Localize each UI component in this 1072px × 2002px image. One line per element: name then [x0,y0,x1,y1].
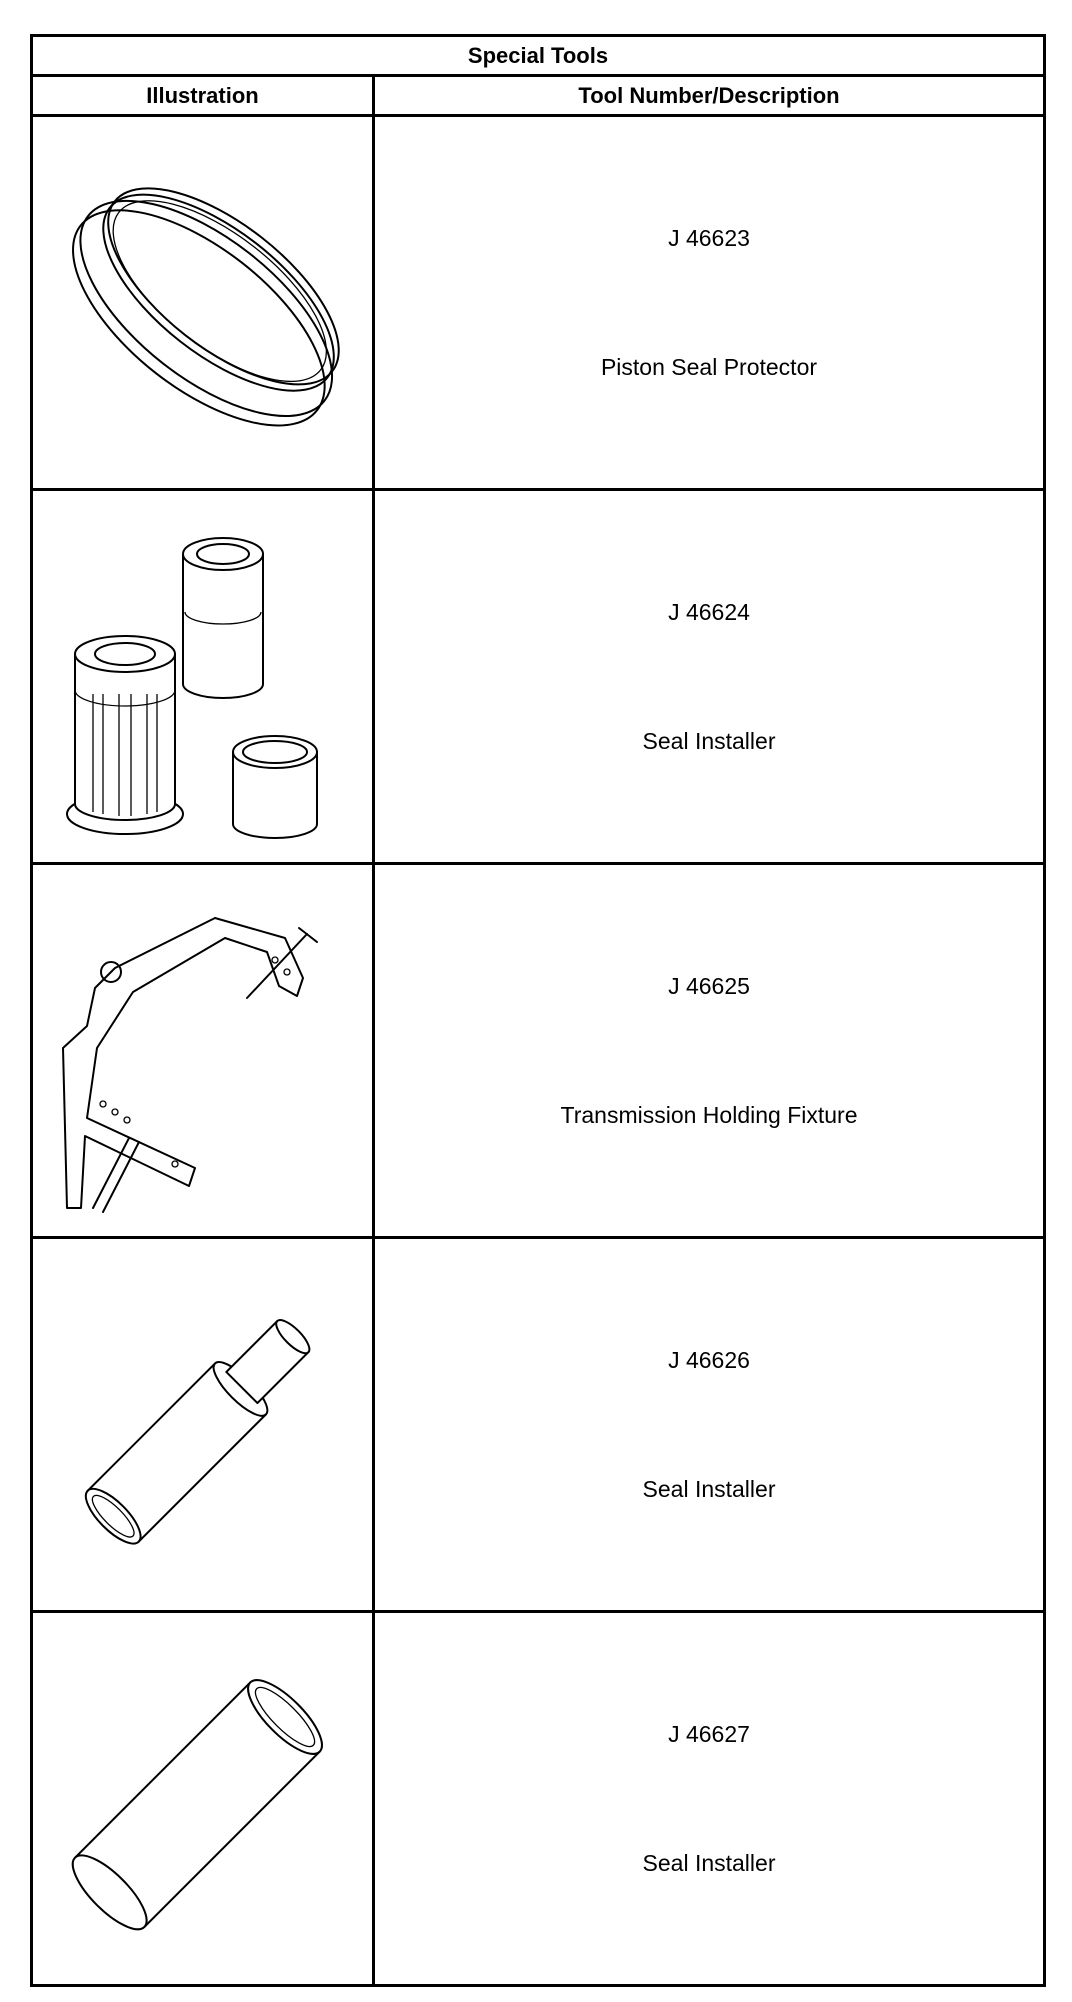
tool-number: J 46627 [668,1720,750,1747]
description-cell [374,864,1045,1238]
tool-description: Transmission Holding Fixture [560,1101,858,1128]
tool-description: Seal Installer [642,727,776,754]
illustration-cell [32,1612,374,1986]
header-tool-number-description: Tool Number/Description [374,76,1045,116]
table-row [32,1238,1045,1612]
tool-number: J 46623 [668,224,750,251]
table-row [32,490,1045,864]
header-illustration: Illustration [32,76,374,116]
tool-number: J 46626 [668,1346,750,1373]
table-row [32,864,1045,1238]
tool-number: J 46625 [668,972,750,999]
table-title: Special Tools [32,36,1045,76]
description-cell [374,1238,1045,1612]
seal-installer-set-icon [35,494,371,860]
illustration-cell [32,490,374,864]
illustration-cell [32,864,374,1238]
tool-description: Piston Seal Protector [600,353,818,380]
stepped-cylinder-icon [35,1242,371,1608]
table-row [32,116,1045,490]
description-cell [374,116,1045,490]
special-tools-table [30,34,1046,1987]
tool-description: Seal Installer [642,1475,776,1502]
cylinder-icon [35,1616,371,1982]
tool-description: Seal Installer [642,1849,776,1876]
tool-number: J 46624 [668,598,750,625]
illustration-cell [32,116,374,490]
holding-fixture-icon [35,868,371,1234]
description-cell [374,490,1045,864]
table-row [32,1612,1045,1986]
ring-icon [35,120,371,486]
description-cell [374,1612,1045,1986]
illustration-cell [32,1238,374,1612]
